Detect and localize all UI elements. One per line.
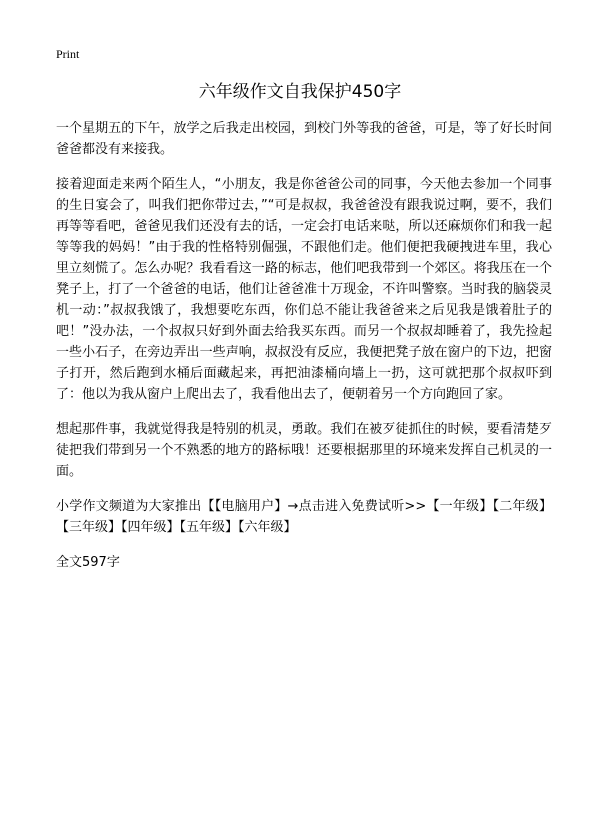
link-grade-6[interactable]: 【六年级】 xyxy=(238,520,297,535)
word-count: 全文597字 xyxy=(56,555,120,570)
paragraph-1: 一个星期五的下午，放学之后我走出校园，到校门外等我的爸爸，可是，等了好长时间爸爸都没有来接我。 xyxy=(56,121,552,157)
link-grade-2[interactable]: 【二年级】 xyxy=(492,499,552,514)
link-computer-user[interactable]: 【电脑用户】 xyxy=(214,499,288,514)
link-grade-5[interactable]: 【五年级】 xyxy=(179,520,239,535)
promo-paragraph xyxy=(56,496,552,538)
link-grade-3[interactable]: 【三年级】 xyxy=(56,520,122,535)
print-link[interactable]: Print xyxy=(56,47,80,61)
link-grade-4[interactable]: 【四年级】 xyxy=(121,520,180,535)
link-grade-1[interactable]: 【一年级】 xyxy=(426,499,493,514)
promo-prefix: 小学作文频道为大家推出【 xyxy=(56,499,215,514)
paragraph-2: 接着迎面走来两个陌生人，“小朋友，我是你爸爸公司的同事，今天他去参加一个同事的生日宴会了，叫我们把你带过去，”“可是叔叔，我爸爸没有跟我说过啊，要不，我们再等等看吧，爸爸见我们还没有去的话，一定会打电话来哒，所以还麻烦你们和我一起等等我的妈妈！”由于我的性格特别倔强，不跟他们走。他们便把我硬拽进车里，我心里立刻慌了。怎么办呢？我看看这一路的标志，他们吧我带到一个郊区。将我压在一个凳子上，打了一个爸爸的电话，他们让爸爸准十万现金，不许叫警察。当时我的脑袋灵机一动：”叔叔我饿了，我想要吃东西，你们总不能让我爸爸来之后见我是饿着肚子的吧！”没办法，一个叔叔只好到外面去给我买东西。而另一个叔叔却睡着了，我先捡起一些小石子，在旁边弄出一些声响，叔叔没有反应，我便把凳子放在窗户的下边，把窗子打开，然后跑到水桶后面藏起来，再把油漆桶向墙上一扔，这可就把那个叔叔吓到了：他以为我从窗户上爬出去了，我看他出去了，便朝着另一个方向跑回了家。 xyxy=(56,177,552,402)
article-title: 六年级作文自我保护450字 xyxy=(198,82,402,102)
article-body xyxy=(56,118,552,573)
paragraph-3: 想起那件事，我就觉得我是特别的机灵，勇敢。我们在被歹徒抓住的时候，要看清楚歹徒把我们带到另一个不熟悉的地方的路标哦！还要根据那里的环境来发挥自己机灵的一面。 xyxy=(56,422,552,479)
link-free-trial[interactable]: →点击进入免费试听>> xyxy=(287,499,427,514)
